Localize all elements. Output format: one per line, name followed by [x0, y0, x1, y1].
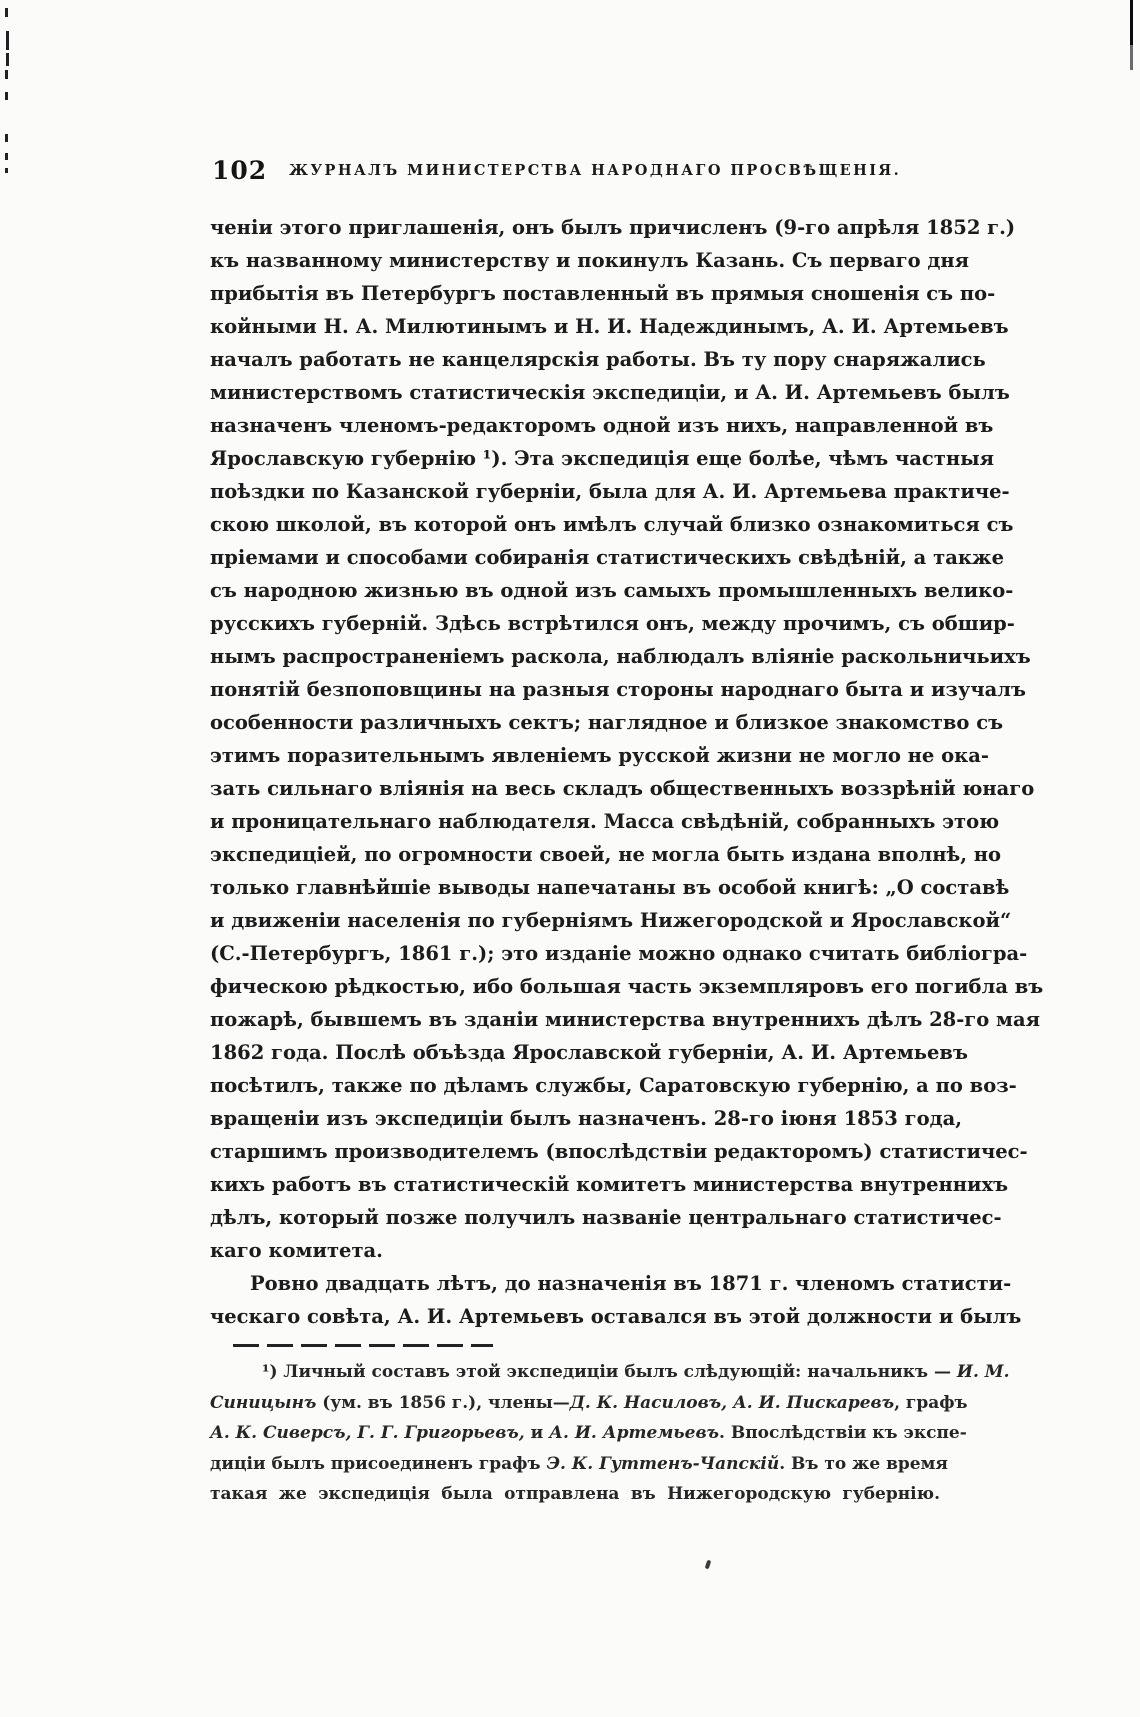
text-line: каго комитета. [210, 1239, 383, 1262]
scan-artifact-mark [6, 53, 9, 66]
scan-artifact-mark [5, 153, 8, 160]
footnote-line: А. К. Сиверсъ, Г. Г. Григорьевъ, и А. И. Артемьевъ. Впослѣдствіи къ экспе- [210, 1423, 967, 1443]
text-line: Ровно двадцать лѣтъ, до назначенія въ 1871 г. членомъ статисти- [250, 1272, 1012, 1295]
text-line: и проницательнаго наблюдателя. Масса свѣдѣній, собранныхъ этою [210, 810, 1000, 833]
text-line: къ названному министерству и покинулъ Казань. Съ перваго дня [210, 249, 970, 272]
text-line: пріемами и способами собиранія статистическихъ свѣдѣній, а также [210, 546, 1005, 569]
text-line: (С.-Петербургъ, 1861 г.); это изданіе можно однако считать библіогра- [210, 942, 1028, 965]
text-line: скою школой, въ которой онъ имѣлъ случай близко ознакомиться съ [210, 513, 1014, 536]
footnote [210, 1357, 1010, 1510]
page-number: 102 [212, 156, 268, 185]
footnote-line: такая же экспедиція была отправлена въ Нижегородскую губернію. [210, 1484, 940, 1504]
text-line: 1862 года. Послѣ объѣзда Ярославской губерніи, А. И. Артемьевъ [210, 1041, 968, 1064]
text-line: этимъ поразительнымъ явленіемъ русской жизни не могло не ока- [210, 744, 989, 767]
text-line: поѣздки по Казанской губерніи, была для А. И. Артемьева практиче- [210, 480, 1010, 503]
text-line: русскихъ губерній. Здѣсь встрѣтился онъ, между прочимъ, съ обшир- [210, 612, 1015, 635]
scan-artifact-mark [5, 168, 8, 173]
scan-artifact-mark [6, 31, 9, 50]
text-line: фическою рѣдкостью, ибо большая часть экземпляровъ его погибла въ [210, 975, 1044, 998]
text-line: особенности различныхъ сектъ; наглядное и близкое знакомство съ [210, 711, 1004, 734]
text-line: только главнѣйшіе выводы напечатаны въ особой книгѣ: „О составѣ [210, 876, 1010, 899]
text-line: экспедиціей, по огромности своей, не могла быть издана вполнѣ, но [210, 843, 1002, 866]
footnote-line: диціи былъ присоединенъ графъ Э. К. Гуттенъ-Чапскій. Въ то же время [210, 1453, 948, 1474]
footnote-line: Синицынъ (ум. въ 1856 г.), члены—Д. К. Насиловъ, А. И. Пискаревъ, графъ [210, 1392, 968, 1413]
footnote-line: ¹) Личный составъ этой экспедиціи былъ слѣдующій: начальникъ — И. М. [262, 1362, 1010, 1382]
scan-artifact-mark [5, 70, 8, 79]
text-line: и движеніи населенія по губерніямъ Нижегородской и Ярославской“ [210, 909, 1012, 932]
text-line: съ народною жизнью въ одной изъ самыхъ промышленныхъ велико- [210, 579, 1014, 602]
text-line: старшимъ производителемъ (впослѣдствіи редакторомъ) статистичес- [210, 1140, 1028, 1163]
text-line: министерствомъ статистическія экспедиціи, и А. И. Артемьевъ былъ [210, 381, 1010, 404]
scan-artifact-mark [5, 134, 8, 142]
text-line: началъ работать не канцелярскія работы. Въ ту пору снаряжались [210, 348, 986, 371]
text-line: зать сильнаго вліянія на весь складъ общественныхъ воззрѣній юнаго [210, 777, 1035, 800]
running-header [210, 156, 940, 186]
text-line: нымъ распространеніемъ раскола, наблюдалъ вліяніе раскольничьихъ [210, 645, 1031, 668]
text-line: понятій безпоповщины на разныя стороны народнаго быта и изучалъ [210, 678, 1026, 701]
text-line: посѣтилъ, также по дѣламъ службы, Саратовскую губернію, а по воз- [210, 1074, 1017, 1097]
scan-artifact-mark [5, 8, 8, 17]
text-line: койными Н. А. Милютинымъ и Н. И. Надеждинымъ, А. И. Артемьевъ [210, 315, 1009, 338]
text-line: ченіи этого приглашенія, онъ былъ причисленъ (9-го апрѣля 1852 г.) [210, 216, 1016, 239]
text-line: назначенъ членомъ-редакторомъ одной изъ нихъ, направленной въ [210, 414, 994, 437]
scan-artifact-corner-line [1130, 0, 1133, 85]
text-line: дѣлъ, который позже получилъ названіе центральнаго статистичес- [210, 1206, 1002, 1229]
text-line: вращеніи изъ экспедиціи былъ назначенъ. 28-го іюня 1853 года, [210, 1107, 963, 1130]
journal-title: ЖУРНАЛЪ МИНИСТЕРСТВА НАРОДНАГО ПРОСВѢЩЕНІЯ. [288, 162, 902, 179]
scan-artifact-dot [705, 1560, 712, 1570]
scan-artifact-mark [5, 92, 8, 100]
text-line: Ярославскую губернію ¹). Эта экспедиція еще болѣе, чѣмъ частныя [210, 447, 995, 470]
footnote-separator [233, 1344, 493, 1347]
text-line: ческаго совѣта, А. И. Артемьевъ оставался въ этой должности и былъ [210, 1305, 1022, 1328]
text-line: пожарѣ, бывшемъ въ зданіи министерства внутреннихъ дѣлъ 28-го мая [210, 1008, 1041, 1031]
text-line: кихъ работъ въ статистическій комитетъ министерства внутреннихъ [210, 1173, 1009, 1196]
text-line: прибытія въ Петербургъ поставленный въ прямыя сношенія съ по- [210, 282, 996, 305]
body-text [210, 211, 1044, 1333]
